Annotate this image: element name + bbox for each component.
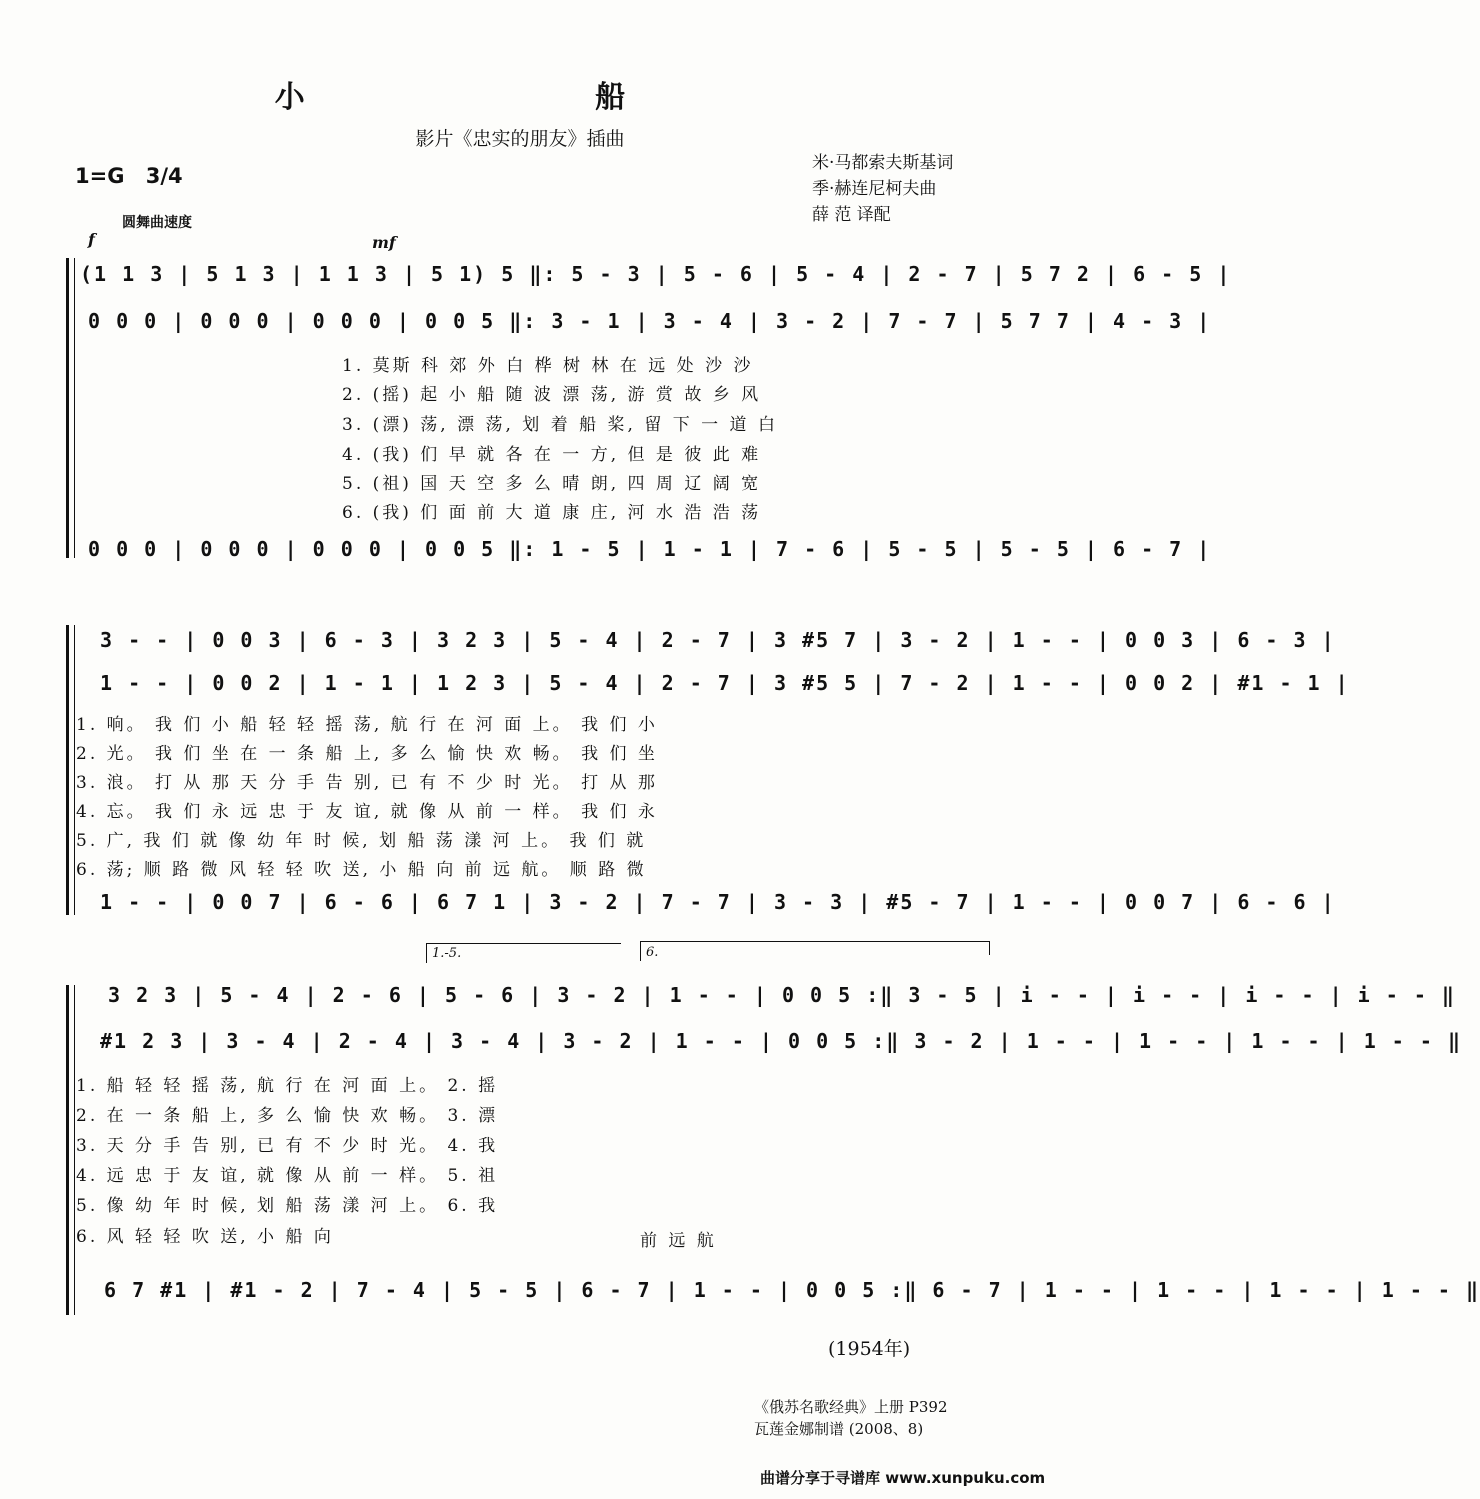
lyric-line: 3. 天 分 手 告 别, 已 有 不 少 时 光。 4. 我 [76,1136,499,1156]
lyricist: 米·马都索夫斯基词 [812,153,954,173]
staff-top: 3 2 3 | 5 - 4 | 2 - 6 | 5 - 6 | 3 - 2 | 1 - - | 0 0 5 :‖ 3 - 5 | i - - | i - - | i - - | i - - ‖ [108,983,1456,1007]
staff-bottom: 6 7 #1 | #1 - 2 | 7 - 4 | 5 - 5 | 6 - 7 | 1 - - | 0 0 5 :‖ 6 - 7 | 1 - - | 1 - - | 1 - - | 1 - - ‖ [104,1278,1480,1302]
volta-bracket-2-end [989,941,990,955]
year-label: (1954年) [828,1338,911,1360]
composer: 季·赫连尼柯夫曲 [812,179,937,199]
tempo-marking: 圆舞曲速度 [122,215,192,231]
staff-bottom: 1 - - | 0 0 7 | 6 - 6 | 6 7 1 | 3 - 2 | 7 - 7 | 3 - 3 | #5 - 7 | 1 - - | 0 0 7 | 6 - 6 | [100,890,1336,914]
song-subtitle: 影片《忠实的朋友》插曲 [415,128,625,150]
credits [812,150,953,228]
system-bracket [66,625,69,915]
time-signature: 3/4 [145,164,183,188]
system-line [74,625,75,915]
staff-middle: 1 - - | 0 0 2 | 1 - 1 | 1 2 3 | 5 - 4 | 2 - 7 | 3 #5 5 | 7 - 2 | 1 - - | 0 0 2 | #1 - 1 | [100,671,1350,695]
song-title: 小 船 [274,80,766,115]
dynamic-forte: f [88,230,95,249]
staff-bottom: 0 0 0 | 0 0 0 | 0 0 0 | 0 0 5 ‖: 1 - 5 | 1 - 1 | 7 - 6 | 5 - 5 | 5 - 5 | 6 - 7 | [88,537,1212,561]
lyric-line: 2. (摇) 起 小 船 随 波 漂 荡, 游 赏 故 乡 风 [342,385,762,405]
source-book: 《俄苏名歌经典》上册 P392 [754,1398,948,1416]
lyric-line: 3. 浪。 打 从 那 天 分 手 告 别, 已 有 不 少 时 光。 打 从 那 [76,773,658,793]
volta-label-1: 1.-5. [432,946,462,961]
system-line [74,258,75,558]
lyric-line: 6. 风 轻 轻 吹 送, 小 船 向 [76,1227,334,1247]
lyric-line: 6. (我) 们 面 前 大 道 康 庄, 河 水 浩 浩 荡 [342,503,762,523]
staff-middle: 0 0 0 | 0 0 0 | 0 0 0 | 0 0 5 ‖: 3 - 1 | 3 - 4 | 3 - 2 | 7 - 7 | 5 7 7 | 4 - 3 | [88,309,1212,333]
staff-top: 3 - - | 0 0 3 | 6 - 3 | 3 2 3 | 5 - 4 | 2 - 7 | 3 #5 7 | 3 - 2 | 1 - - | 0 0 3 | 6 - 3 | [100,628,1336,652]
staff-middle: #1 2 3 | 3 - 4 | 2 - 4 | 3 - 4 | 3 - 2 | 1 - - | 0 0 5 :‖ 3 - 2 | 1 - - | 1 - - | 1 - - | 1 - - ‖ [100,1029,1462,1053]
volta-bracket-2-start [640,941,641,961]
staff-top: (1 1 3 | 5 1 3 | 1 1 3 | 5 1) 5 ‖: 5 - 3 | 5 - 6 | 5 - 4 | 2 - 7 | 5 7 2 | 6 - 5 | [80,262,1232,286]
lyric-line: 5. 像 幼 年 时 候, 划 船 荡 漾 河 上。 6. 我 [76,1196,499,1216]
translator: 薛 范 译配 [812,205,891,225]
source-engraver: 瓦莲金娜制谱 (2008、8) [754,1420,924,1438]
site-watermark: 曲谱分享于寻谱库 www.xunpuku.com [760,1469,1046,1487]
lyric-line: 2. 在 一 条 船 上, 多 么 愉 快 欢 畅。 3. 漂 [76,1106,499,1126]
source-note [754,1396,948,1440]
dynamic-mezzoforte: mf [372,233,396,252]
volta-label-2: 6. [646,945,659,960]
lyric-line: 6. 荡; 顺 路 微 风 轻 轻 吹 送, 小 船 向 前 远 航。 顺 路 微 [76,860,647,880]
lyric-line: 1. 莫斯 科 郊 外 白 桦 树 林 在 远 处 沙 沙 [342,356,754,376]
key-label: 1=G [75,164,125,188]
lyric-line: 4. 忘。 我 们 永 远 忠 于 友 谊, 就 像 从 前 一 样。 我 们 永 [76,802,658,822]
lyric-line: 1. 响。 我 们 小 船 轻 轻 摇 荡, 航 行 在 河 面 上。 我 们 小 [76,715,658,735]
lyric-line: 2. 光。 我 们 坐 在 一 条 船 上, 多 么 愉 快 欢 畅。 我 们 坐 [76,744,658,764]
lyric-line: 5. 广, 我 们 就 像 幼 年 时 候, 划 船 荡 漾 河 上。 我 们 就 [76,831,647,851]
volta-bracket-1 [426,943,621,944]
system-bracket [66,985,69,1315]
key-signature [75,164,183,188]
lyric-line: 1. 船 轻 轻 摇 荡, 航 行 在 河 面 上。 2. 摇 [76,1076,499,1096]
lyric-line: 4. 远 忠 于 友 谊, 就 像 从 前 一 样。 5. 祖 [76,1166,499,1186]
system-line [74,985,75,1315]
system-bracket [66,258,69,558]
lyric-line: 4. (我) 们 早 就 各 在 一 方, 但 是 彼 此 难 [342,445,762,465]
ending-lyric: 前 远 航 [640,1231,717,1251]
lyric-line: 5. (祖) 国 天 空 多 么 晴 朗, 四 周 辽 阔 宽 [342,474,762,494]
volta-bracket-2 [640,941,990,942]
volta-bracket-1-start [426,943,427,963]
lyric-line: 3. (漂) 荡, 漂 荡, 划 着 船 桨, 留 下 一 道 白 [342,415,778,435]
